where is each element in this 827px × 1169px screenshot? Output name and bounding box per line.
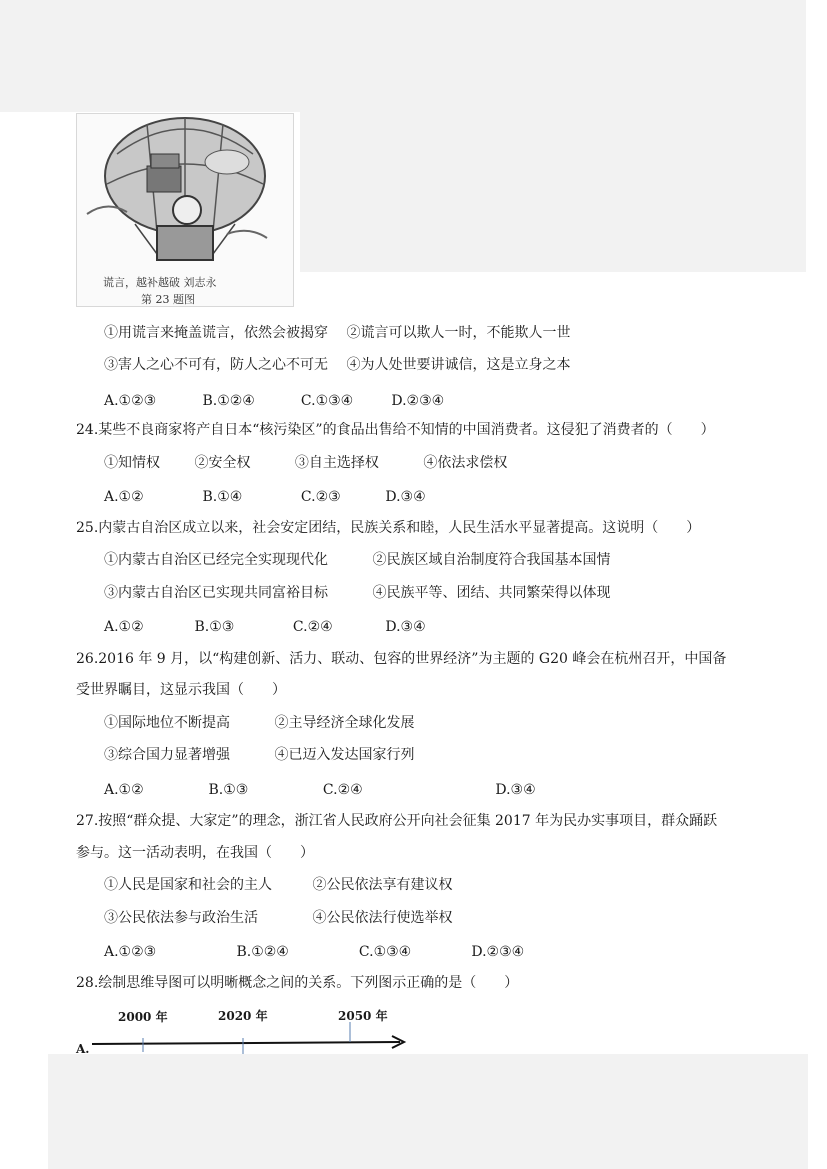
q25-option-d[interactable]: D.③④ <box>385 619 426 635</box>
q24-statement-4: ④依法求偿权 <box>423 455 508 471</box>
q26-statement-2: ②主导经济全球化发展 <box>274 715 415 731</box>
figure-caption-title: 谎言，越补越破 刘志永 <box>103 276 217 289</box>
timeline-year-2000: 2000 年 <box>118 1010 168 1024</box>
q23-statement-2: ②谎言可以欺人一时，不能欺人一世 <box>346 325 571 341</box>
q26-statement-3: ③综合国力显著增强 <box>104 747 230 763</box>
q23-options <box>104 392 444 410</box>
q24-statement-1: ①知情权 <box>104 455 160 471</box>
q25-option-b[interactable]: B.①③ <box>194 619 235 635</box>
q25-statement-3: ③内蒙古自治区已实现共同富裕目标 <box>104 585 328 601</box>
q27-statement-1: ①人民是国家和社会的主人 <box>104 877 272 893</box>
q23-statement-1: ①用谎言来掩盖谎言，依然会被揭穿 <box>104 325 328 341</box>
q25-statement-4: ④民族平等、团结、共同繁荣得以体现 <box>372 585 611 601</box>
q24-statements <box>104 454 507 472</box>
scan-shade-right <box>300 112 806 272</box>
q27-option-a[interactable]: A.①②③ <box>104 944 157 960</box>
timeline-year-2050: 2050 年 <box>338 1009 388 1023</box>
q27-statement-4: ④公民依法行使选举权 <box>312 910 453 926</box>
cartoon-figure <box>76 113 294 307</box>
q26-statements-row1 <box>104 714 414 732</box>
q27-statements-row1 <box>104 876 452 894</box>
q24-stem: 24.某些不良商家将产自日本“核污染区”的食品出售给不知情的中国消费者。这侵犯了消费者的（ ） <box>76 422 715 438</box>
q27-option-b[interactable]: B.①②④ <box>236 944 289 960</box>
q27-statements-row2 <box>104 909 452 927</box>
q27-option-c[interactable]: C.①③④ <box>358 944 412 960</box>
q23-option-a[interactable]: A.①②③ <box>104 393 157 409</box>
q28-stem: 28.绘制思维导图可以明晰概念之间的关系。下列图示正确的是（ ） <box>76 975 519 991</box>
q25-statements-row1 <box>104 551 610 569</box>
q24-statement-2: ②安全权 <box>194 455 251 471</box>
q27-stem-line2: 参与。这一活动表明，在我国（ ） <box>76 845 314 861</box>
q23-statements-row1 <box>104 324 570 342</box>
q26-option-d[interactable]: D.③④ <box>495 782 536 798</box>
q23-statements-row2 <box>104 356 570 374</box>
timeline-year-2020: 2020 年 <box>218 1009 268 1023</box>
q25-statement-1: ①内蒙古自治区已经完全实现现代化 <box>104 552 328 568</box>
q26-options <box>104 781 536 799</box>
q25-option-c[interactable]: C.②④ <box>292 619 333 635</box>
scan-shade-top <box>0 0 806 112</box>
q24-option-d[interactable]: D.③④ <box>385 489 426 505</box>
q26-option-a[interactable]: A.①② <box>104 782 144 798</box>
q24-option-b[interactable]: B.①④ <box>202 489 243 505</box>
q23-option-b[interactable]: B.①②④ <box>202 393 255 409</box>
q26-statements-row2 <box>104 746 414 764</box>
q23-statement-4: ④为人处世要讲诚信，这是立身之本 <box>346 357 571 373</box>
q23-statement-3: ③害人之心不可有，防人之心不可无 <box>104 357 328 373</box>
q27-statement-3: ③公民依法参与政治生活 <box>104 910 258 926</box>
q23-option-d[interactable]: D.②③④ <box>391 393 445 409</box>
q26-option-c[interactable]: C.②④ <box>322 782 363 798</box>
q23-option-c[interactable]: C.①③④ <box>300 393 354 409</box>
q25-statement-2: ②民族区域自治制度符合我国基本国情 <box>372 552 611 568</box>
q26-option-b[interactable]: B.①③ <box>208 782 249 798</box>
q26-stem-line1: 26.2016 年 9 月，以“构建创新、活力、联动、包容的世界经济”为主题的 G20 峰会在杭州召开，中国备 <box>76 651 727 667</box>
q27-options <box>104 943 524 961</box>
q28-option-a-label[interactable]: A. <box>76 1042 90 1056</box>
q24-statement-3: ③自主选择权 <box>294 455 379 471</box>
q25-options <box>104 618 426 636</box>
q26-statement-1: ①国际地位不断提高 <box>104 715 230 731</box>
q24-options <box>104 488 426 506</box>
q27-stem-line1: 27.按照“群众提、大家定”的理念，浙江省人民政府公开向社会征集 2017 年为民办实事项目，群众踊跃 <box>76 813 718 829</box>
q26-statement-4: ④已迈入发达国家行列 <box>274 747 415 763</box>
scan-shade-bottom <box>48 1054 808 1169</box>
q25-option-a[interactable]: A.①② <box>104 619 144 635</box>
q24-option-a[interactable]: A.①② <box>104 489 144 505</box>
q24-option-c[interactable]: C.②③ <box>300 489 341 505</box>
q27-option-d[interactable]: D.②③④ <box>471 944 525 960</box>
q27-statement-2: ②公民依法享有建议权 <box>312 877 453 893</box>
q25-stem: 25.内蒙古自治区成立以来，社会安定团结，民族关系和睦，人民生活水平显著提高。这说明（ ） <box>76 520 701 536</box>
q25-statements-row2 <box>104 584 610 602</box>
q26-stem-line2: 受世界瞩目，这显示我国（ ） <box>76 682 286 698</box>
figure-caption-number: 第 23 题图 <box>141 293 195 306</box>
timeline-arrow <box>88 1022 428 1062</box>
